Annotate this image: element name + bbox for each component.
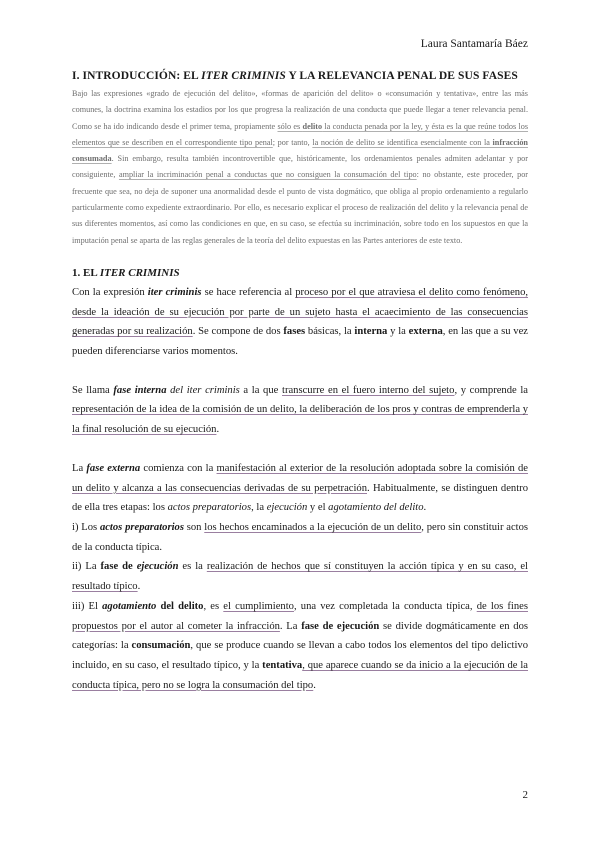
underlined-bold-run: delito — [302, 121, 323, 131]
text-run: básicas, la — [305, 326, 355, 338]
bold-run: fase de — [100, 561, 137, 573]
bold-italic-run: fase interna — [113, 384, 167, 396]
text-run: y el — [307, 502, 329, 514]
text-run: . — [313, 679, 316, 691]
paragraph-iter-criminis-definicion — [72, 283, 528, 362]
italic-run: del iter criminis — [166, 384, 240, 396]
text-run: . Se compone de dos — [192, 326, 284, 338]
bold-italic-run: agotamiento — [102, 600, 157, 612]
list-item-actos-preparatorios — [72, 518, 528, 557]
page-header-author: Laura Santamaría Báez — [420, 38, 528, 50]
title-italic-part: ITER CRIMINIS — [99, 266, 180, 279]
text-run: . — [423, 502, 427, 514]
bold-run: tentativa — [262, 659, 303, 671]
paragraph-gap — [72, 440, 528, 459]
bold-run: consumación — [131, 640, 191, 652]
text-run: , pero sin constituir actos de la conducta típica. — [72, 522, 529, 553]
text-run: Se llama — [72, 384, 114, 396]
italic-run: agotamiento del delito — [328, 502, 424, 514]
text-run: . — [216, 424, 220, 436]
bold-italic-run: actos preparatorios — [99, 522, 184, 533]
bold-run: externa — [408, 326, 443, 338]
underlined-run: ampliar la incriminación penal a conductas que no consiguen la consumación del tipo — [118, 170, 417, 180]
text-run: ; por tanto, — [272, 137, 313, 147]
underlined-run: sólo es — [277, 121, 303, 131]
paragraph-gap — [72, 362, 528, 381]
underlined-run: realización de hechos que sí constituyen la acción típica y en su caso, el resultado típico — [72, 561, 528, 593]
bold-run: interna — [354, 326, 388, 338]
title-part: Y LA RELEVANCIA PENAL DE SUS FASES — [285, 70, 518, 82]
underlined-run: , que aparece cuando se da inicio a la ejecución de la conducta típica, pero no se logra la consumación del tipo — [72, 659, 529, 691]
italic-run: actos preparatorios — [167, 502, 252, 514]
text-run: La — [72, 462, 87, 474]
text-run: Con la expresión — [72, 286, 148, 298]
text-run: ii) La — [72, 561, 101, 573]
text-run: , que se produce cuando se llevan a cabo todos los elementos del tipo delictivo incluido, en su caso, el resultado típico, y la — [72, 640, 528, 671]
text-run: . — [137, 581, 141, 593]
underlined-run: manifestación al exterior de la resolución adoptada sobre la comisión de un delito y alcanza a las consecuencias derivadas de su perpetración — [72, 462, 528, 494]
underlined-run: el cumplimiento — [223, 600, 294, 612]
title-part: 1. EL — [72, 266, 100, 279]
section-title-iter-criminis — [72, 267, 528, 279]
text-run: son — [183, 522, 205, 533]
text-run: . La — [279, 620, 302, 632]
bold-run: del delito — [156, 600, 204, 612]
bold-run: fases — [283, 326, 306, 338]
italic-run: ejecución — [266, 502, 308, 514]
text-run: , la — [251, 502, 267, 514]
text-run: se divide dogmáticamente en dos categorías: la — [72, 620, 528, 652]
text-run: . Habitualmente, se distinguen dentro de ella tres etapas: los — [72, 482, 528, 514]
page-number: 2 — [522, 789, 528, 801]
underlined-bold-run: infracción consumada — [72, 137, 528, 164]
bold-italic-run: iter criminis — [147, 286, 202, 298]
underlined-run: transcurre en el fuero interno del sujeto — [282, 384, 455, 396]
intro-paragraph — [72, 86, 528, 249]
bold-italic-run: fase externa — [86, 462, 141, 474]
text-run: es la — [178, 561, 207, 573]
text-run: . Sin embargo, resulta también incontrovertible que, históricamente, los ordenamientos penales admiten adelantar y por consiguiente, — [72, 154, 528, 180]
title-part: I. INTRODUCCIÓN: EL — [72, 70, 202, 82]
underlined-run: los hechos encaminados a la ejecución de un delito — [204, 522, 422, 533]
paragraph-fase-externa — [72, 459, 528, 518]
bold-italic-run: ejecución — [136, 561, 179, 573]
text-run: a la que — [239, 384, 282, 396]
text-run: i) Los — [72, 522, 100, 533]
underlined-run: la noción de delito se identifica esencialmente con la — [312, 137, 493, 147]
text-run: Bajo las expresiones «grado de ejecución del delito», «formas de aparición del delito» o «consumación y tentativa», entre las más comunes, la doctrina examina los estadios por los que progresa la realización de una conducta que puede llegar a tener relevancia penal. Como se ha ido indicando desde el primer tema, propiamente — [72, 89, 528, 131]
underlined-run: de los fines propuestos por el autor al cometer la infracción — [72, 600, 528, 632]
text-run: : no obstante, este proceder, por frecuente que sea, no deja de suponer una anormalidad desde el punto de vista dogmático, que obliga al propio ordenamiento a regularlo particularmente como expediente extraordinario. Por ello, es necesario explicar el proceso de realización del delito y la relevancia penal de sus diferentes momentos, así como las condiciones en que, en su caso, se efectúa su incriminación, sobre todo en los supuestos en que la imputación penal se aparta de las reglas generales de la teoría del delito expuestas en las Partes anteriores de este texto. — [72, 170, 529, 245]
underlined-run: la conducta penada por la ley, y ésta es la que reúne todos los elementos que se describen en el correspondiente tipo penal — [72, 121, 529, 147]
list-item-fase-ejecucion — [72, 557, 528, 596]
text-run: , en las que a su vez pueden diferenciarse varios momentos. — [72, 326, 528, 358]
bold-run: fase de ejecución — [301, 620, 380, 632]
underlined-run: proceso por el que atraviesa el delito como fenómeno, desde la ideación de su ejecución por parte de un sujeto hasta el acaecimiento de las consecuencias generadas por su realización — [72, 286, 529, 338]
section-title-introduccion — [72, 70, 528, 82]
text-run: , y comprende la — [454, 384, 529, 396]
text-run: se hace referencia al — [201, 286, 296, 298]
text-run: comienza con la — [140, 462, 217, 474]
paragraph-fase-interna — [72, 381, 528, 440]
list-item-agotamiento — [72, 597, 528, 696]
document-body — [72, 70, 528, 695]
underlined-run: representación de la idea de la comisión de un delito, la deliberación de los pros y contras de emprenderla y la final resolución de su ejecución — [72, 404, 528, 436]
text-run: iii) El — [72, 600, 103, 612]
text-run: y la — [387, 326, 409, 338]
title-italic-part: ITER CRIMINIS — [201, 70, 286, 82]
text-run: , es — [203, 600, 224, 612]
text-run: , una vez completada la conducta típica, — [293, 600, 477, 612]
